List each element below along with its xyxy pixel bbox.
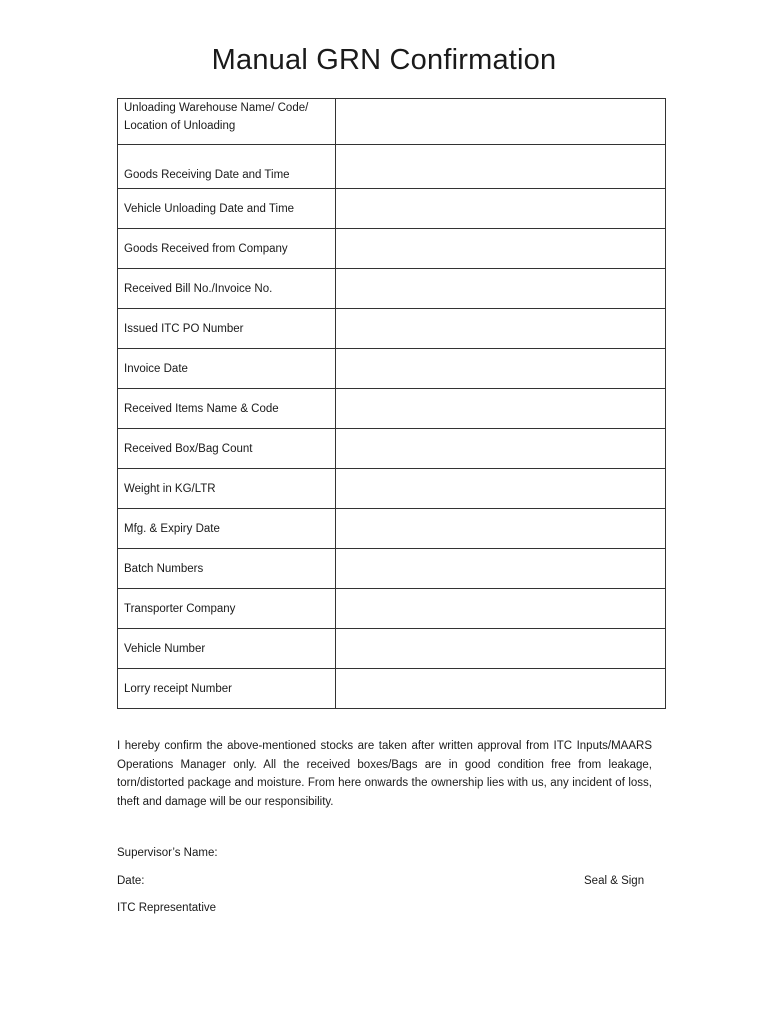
field-value-batch-numbers[interactable] [336, 549, 666, 589]
document-title: Manual GRN Confirmation [211, 44, 557, 76]
field-label-vehicle-number: Vehicle Number [118, 629, 336, 669]
field-value-bill-invoice-no[interactable] [336, 269, 666, 309]
table-row [118, 189, 666, 229]
field-label-itc-po-number: Issued ITC PO Number [118, 309, 336, 349]
seal-sign-label: Seal & Sign [584, 875, 645, 887]
field-label-goods-receiving-date: Goods Receiving Date and Time [118, 145, 336, 189]
table-row [118, 509, 666, 549]
supervisor-name-label: Supervisor’s Name: [117, 847, 218, 859]
date-label: Date: [117, 875, 145, 887]
grn-form-table [117, 98, 666, 709]
field-label-line: Unloading Warehouse Name/ Code/ [124, 102, 309, 114]
table-row [118, 309, 666, 349]
field-value-box-bag-count[interactable] [336, 429, 666, 469]
table-row [118, 589, 666, 629]
field-value-weight[interactable] [336, 469, 666, 509]
field-label-bill-invoice-no: Received Bill No./Invoice No. [118, 269, 336, 309]
field-label-mfg-expiry-date: Mfg. & Expiry Date [118, 509, 336, 549]
field-value-mfg-expiry-date[interactable] [336, 509, 666, 549]
field-label-transporter-company: Transporter Company [118, 589, 336, 629]
field-value-itc-po-number[interactable] [336, 309, 666, 349]
field-value-invoice-date[interactable] [336, 349, 666, 389]
table-row [118, 629, 666, 669]
field-label-vehicle-unloading-date: Vehicle Unloading Date and Time [118, 189, 336, 229]
table-row [118, 99, 666, 145]
field-label-box-bag-count: Received Box/Bag Count [118, 429, 336, 469]
table-row [118, 549, 666, 589]
table-row [118, 469, 666, 509]
declaration-paragraph: I hereby confirm the above-mentioned stocks are taken after written approval from ITC Inputs/MAARS Operations Manager only. All the received boxes/Bags are in good condition free from leakage, torn/distorted package and moisture. From here onwards the ownership lies with us, any incident of loss, theft and damage will be our responsibility. [117, 740, 652, 808]
field-value-goods-receiving-date[interactable] [336, 145, 666, 189]
table-row [118, 145, 666, 189]
field-value-transporter-company[interactable] [336, 589, 666, 629]
itc-representative-label: ITC Representative [117, 902, 217, 914]
field-label-line: Location of Unloading [124, 120, 236, 132]
field-label-invoice-date: Invoice Date [118, 349, 336, 389]
field-label-weight: Weight in KG/LTR [118, 469, 336, 509]
field-value-items-name-code[interactable] [336, 389, 666, 429]
field-label-batch-numbers: Batch Numbers [118, 549, 336, 589]
field-label-lorry-receipt-number: Lorry receipt Number [118, 669, 336, 709]
field-value-vehicle-unloading-date[interactable] [336, 189, 666, 229]
table-row [118, 269, 666, 309]
table-row [118, 229, 666, 269]
field-label-received-from-company: Goods Received from Company [118, 229, 336, 269]
field-value-vehicle-number[interactable] [336, 629, 666, 669]
field-value-warehouse[interactable] [336, 99, 666, 145]
field-value-lorry-receipt-number[interactable] [336, 669, 666, 709]
field-label-items-name-code: Received Items Name & Code [118, 389, 336, 429]
table-row [118, 349, 666, 389]
field-label-warehouse [118, 99, 336, 145]
table-row [118, 429, 666, 469]
table-row [118, 669, 666, 709]
field-value-received-from-company[interactable] [336, 229, 666, 269]
table-row [118, 389, 666, 429]
